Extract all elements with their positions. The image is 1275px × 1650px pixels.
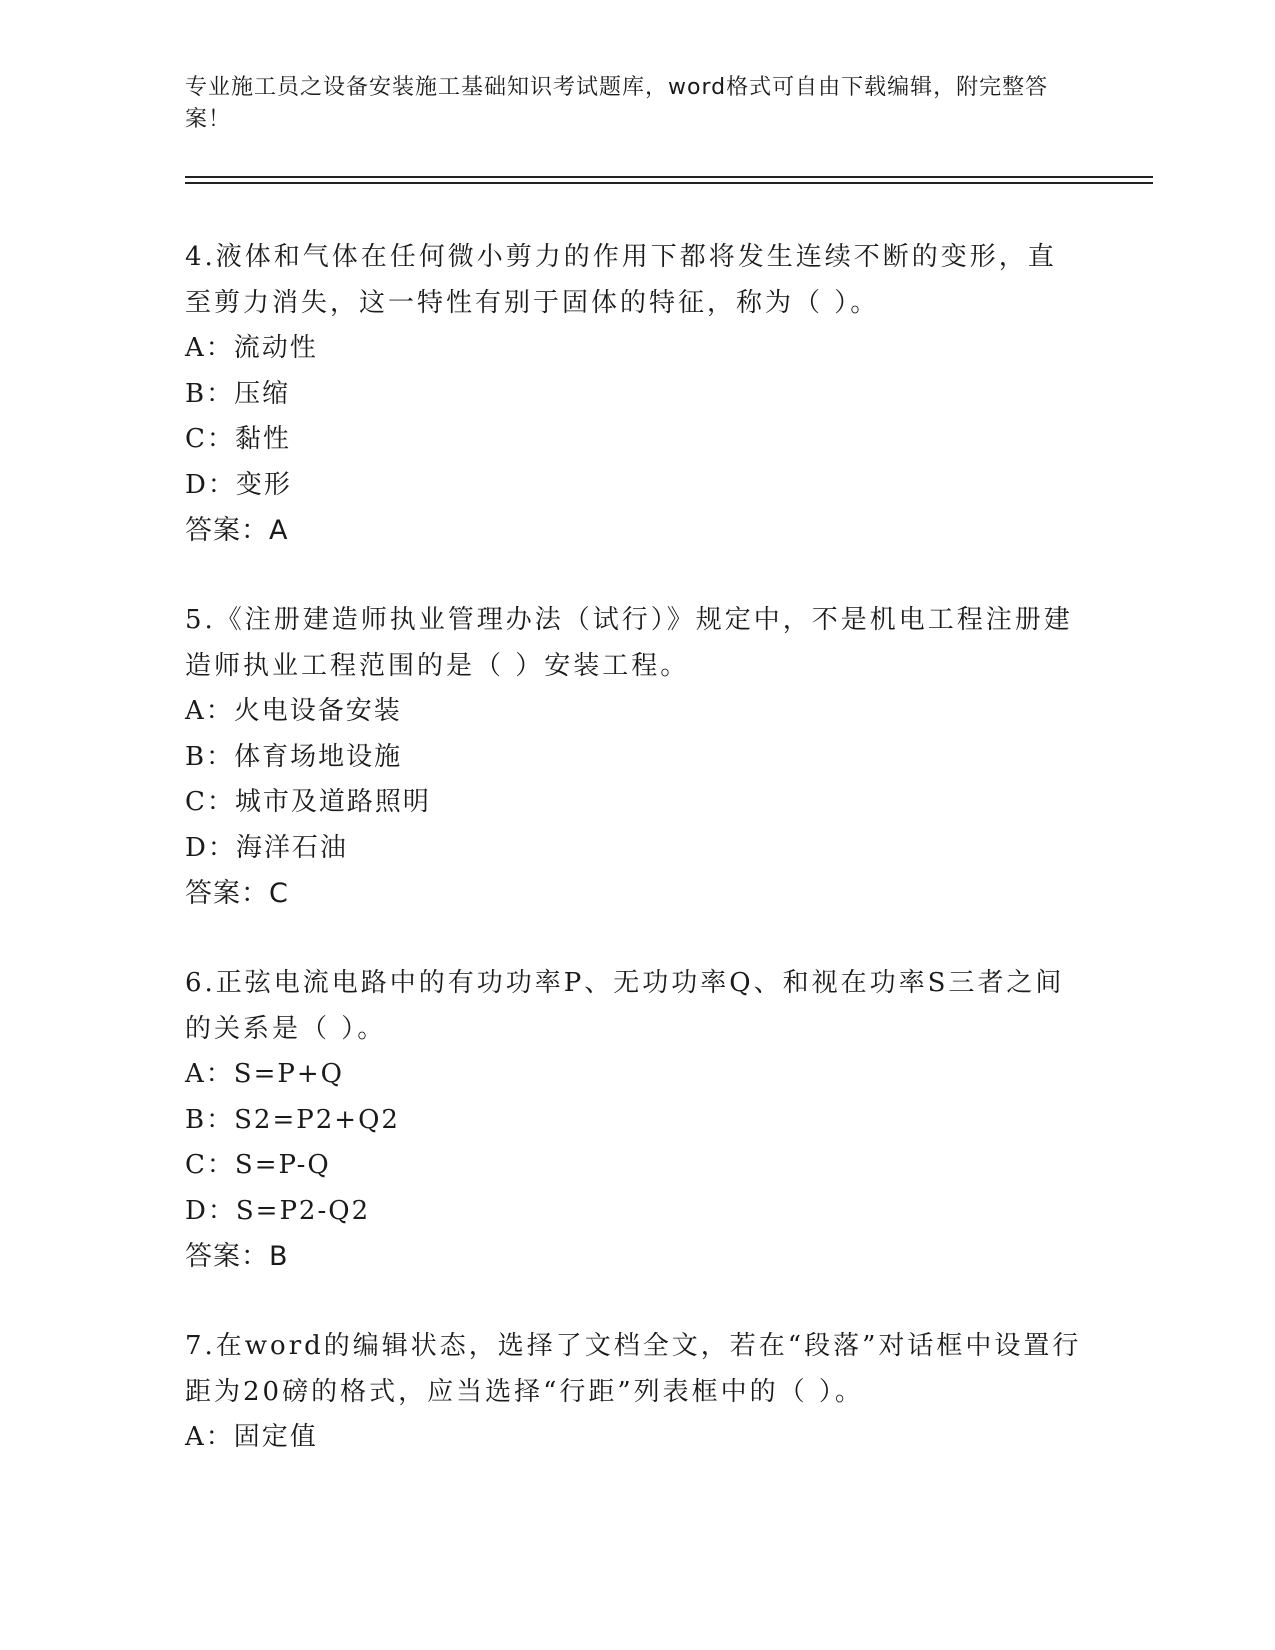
- option-c: C：城市及道路照明: [185, 787, 431, 817]
- option-b: B：体育场地设施: [185, 741, 403, 772]
- answer: 答案：B: [185, 1241, 289, 1272]
- question-7: [185, 1323, 1085, 1461]
- header-divider-bottom: [185, 182, 1153, 184]
- question-6: [185, 960, 1085, 1280]
- option-b: B：S2=P2+Q2: [185, 1104, 400, 1135]
- option-a: A：火电设备安装: [185, 696, 402, 726]
- option-d: D：S=P2-Q2: [185, 1195, 371, 1226]
- option-a: A：流动性: [185, 333, 318, 363]
- document-header: 专业施工员之设备安装施工基础知识考试题库，word格式可自由下载编辑，附完整答案！: [185, 75, 1049, 132]
- question-4: [185, 234, 1085, 554]
- question-stem: 4.液体和气体在任何微小剪力的作用下都将发生连续不断的变形，直至剪力消失，这一特性有别于固体的特征，称为（ ）。: [185, 242, 1057, 318]
- option-c: C：黏性: [185, 424, 291, 454]
- option-a: A：固定值: [185, 1422, 318, 1452]
- question-stem: 5.《注册建造师执业管理办法（试行）》规定中，不是机电工程注册建造师执业工程范围的是（ ）安装工程。: [185, 605, 1073, 681]
- option-d: D：变形: [185, 469, 292, 500]
- answer: 答案：A: [185, 515, 289, 546]
- option-c: C：S=P-Q: [185, 1150, 331, 1180]
- question-stem: 7.在word的编辑状态，选择了文档全文，若在“段落”对话框中设置行距为20磅的格式，应当选择“行距”列表框中的（ ）。: [185, 1331, 1082, 1407]
- answer: 答案：C: [185, 878, 289, 909]
- option-a: A：S=P+Q: [185, 1059, 344, 1089]
- option-d: D：海洋石油: [185, 832, 348, 863]
- header-divider-top: [185, 176, 1153, 178]
- question-stem: 6.正弦电流电路中的有功功率P、无功功率Q、和视在功率S三者之间的关系是（ ）。: [185, 968, 1065, 1044]
- option-b: B：压缩: [185, 378, 291, 409]
- question-5: [185, 597, 1085, 917]
